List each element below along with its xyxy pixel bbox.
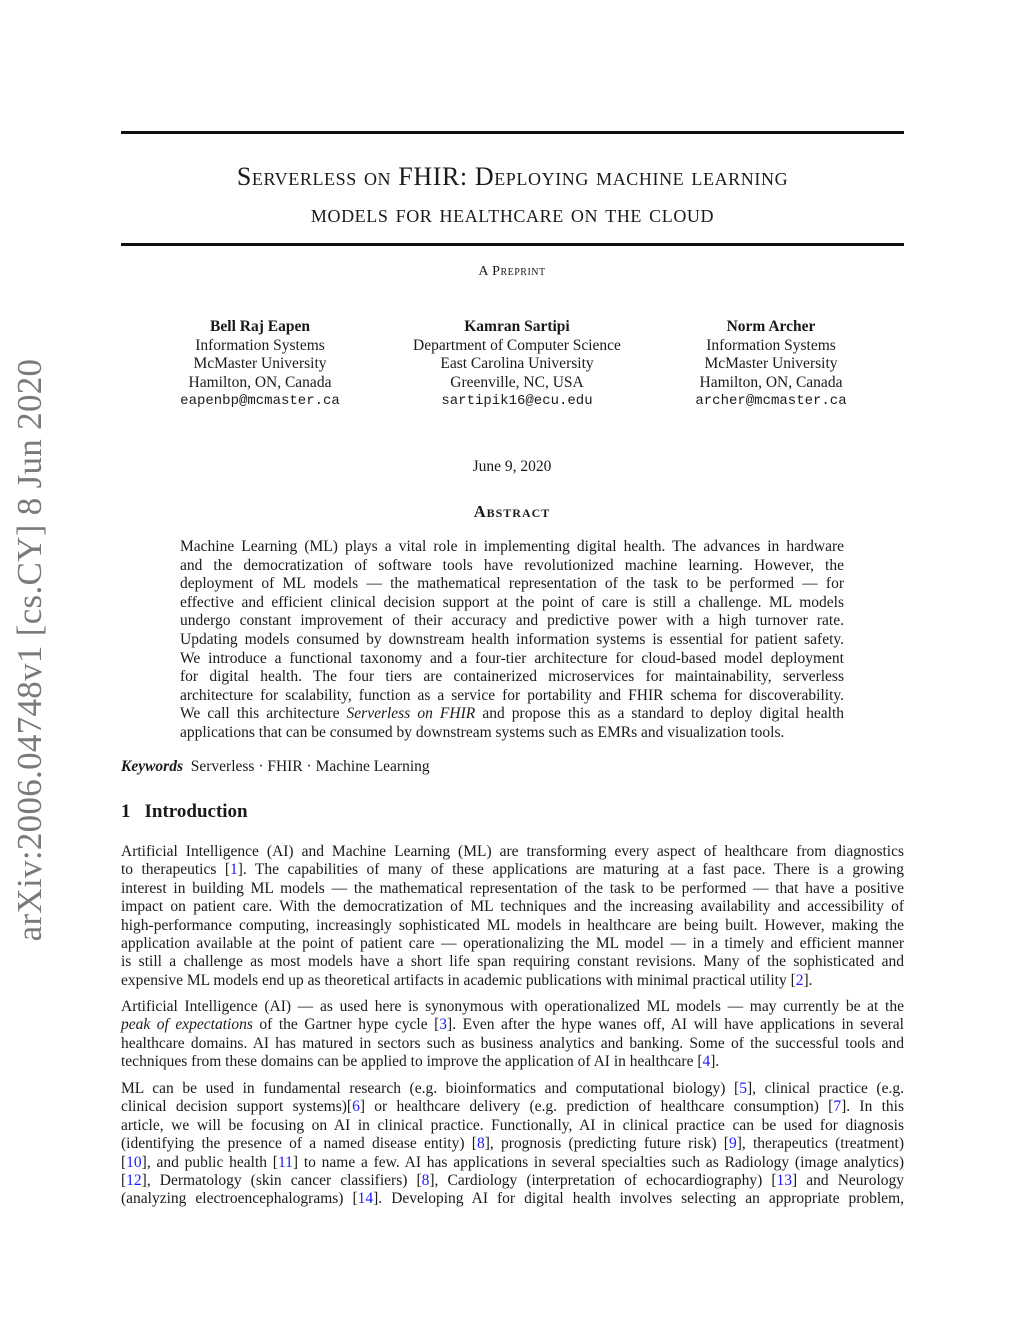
- paragraph: Artificial Intelligence (AI) and Machine Learning (ML) are transforming every aspect of healthcare from diagnostics to therapeutics [1]. The capabilities of many of these applications are maturing at a fast pace. There is a growing interest in building ML models — the mathematical representation of the task to be performed — that have a positive impact on patient care. With the democratization of ML techniques and the increasing availability and accessibility of high-performance computing, increasingly sophisticated ML models in healthcare are being built. However, making the application available at the point of patient care — operationalizing the ML model — in a timely and efficient manner is still a challenge as most models have a short life span requiring constant revisions. Many of the sophisticated and expensive ML models end up as theoretical artifacts in academic publications with minimal practical utility [2].: [121, 843, 904, 989]
- abstract-line: Updating models consumed by downstream health information systems is essential for patient safety.: [180, 630, 844, 648]
- author-name: Norm Archer: [726, 318, 816, 335]
- abstract-body: [180, 538, 844, 743]
- citation-link[interactable]: 3: [439, 1016, 448, 1034]
- paragraph: Artificial Intelligence (AI) — as used here is synonymous with operationalized ML models — may currently be at the peak of expectations of the Gartner hype cycle [3]. Even after the hype wanes off, AI will have applications in several healthcare domains. AI has matured in sectors such as business analytics and banking. Some of the successful tools and techniques from these domains can be applied to improve the application of AI in healthcare [4].: [121, 998, 904, 1071]
- abstract-line: undergo constant improvement of their accuracy and predictive power with a high turnover rate.: [180, 612, 844, 630]
- author-name: Bell Raj Eapen: [210, 318, 310, 335]
- citation-link[interactable]: 14: [357, 1190, 374, 1208]
- citation-link[interactable]: 4: [702, 1053, 711, 1071]
- abstract-line: We call this architecture Serverless on FHIR and propose this as a standard to deploy digital health: [180, 705, 845, 723]
- author-dept: Department of Computer Science: [413, 336, 621, 354]
- abstract-line: Machine Learning (ML) plays a vital role in implementing digital health. The advances in hardware: [180, 538, 844, 555]
- author-dept: Information Systems: [195, 336, 325, 354]
- author-block: [386, 318, 648, 411]
- abstract-line: deployment of ML models — the mathematical representation of the task to be performed — for: [180, 575, 844, 593]
- author-name: Kamran Sartipi: [464, 318, 570, 335]
- author-block: [668, 318, 874, 411]
- abstract-line: for digital health. The four tiers are containerized microservices for maintainability, serverless: [180, 668, 844, 686]
- arxiv-identifier-sidebar: [0, 360, 60, 940]
- citation-link[interactable]: 10: [126, 1153, 142, 1171]
- publication-date: June 9, 2020: [472, 458, 552, 475]
- author-block: [160, 318, 360, 411]
- title-top-rule: [121, 131, 904, 134]
- abstract-heading: Abstract: [473, 502, 551, 521]
- keywords-list: Serverless · FHIR · Machine Learning: [190, 758, 430, 775]
- author-univ: McMaster University: [193, 355, 327, 372]
- keywords: [121, 758, 430, 776]
- paper-title: Serverless on FHIR: Deploying machine learning models for healthcare on the cloud: [236, 162, 789, 228]
- citation-link[interactable]: 8: [421, 1172, 430, 1190]
- citation-link[interactable]: 7: [833, 1098, 842, 1116]
- arxiv-id: arXiv:2006.04748v1 [cs.CY] 8 Jun 2020: [10, 358, 49, 942]
- citation-link[interactable]: 8: [476, 1135, 485, 1153]
- abstract-line: architecture for scalability, function as a service for portability and FHIR schema for discoverability.: [180, 686, 844, 704]
- preprint-label: A Preprint: [478, 264, 546, 279]
- citation-link[interactable]: 2: [795, 971, 804, 989]
- author-email[interactable]: sartipik16@ecu.edu: [441, 393, 593, 409]
- citation-link[interactable]: 11: [277, 1153, 293, 1171]
- citation-link[interactable]: 6: [352, 1098, 360, 1116]
- citation-link[interactable]: 5: [739, 1080, 747, 1097]
- citation-link[interactable]: 1: [229, 861, 238, 879]
- citation-link[interactable]: 13: [776, 1172, 792, 1190]
- paragraph: ML can be used in fundamental research (e.g. bioinformatics and computational biology) [5], clinical practice (e.g. clinical decision support systems)[6] or healthcare delivery (e.g. prediction of healthcare consumption) [7]. In this article, we will be focusing on AI in clinical practice. Functionally, AI in clinical practice can be used for diagnosis (identifying the presence of a named disease entity) [8], prognosis (predicting future risk) [9], therapeutics (treatment) [10], and public health [11] to name a few. AI has applications in several specialties such as Radiology (image analytics) [12], Dermatology (skin cancer classifiers) [8], Cardiology (interpretation of echocardiography) [13] and Neurology (analyzing electroencephalograms) [14]. Developing AI for digital health involves selecting an appropriate problem,: [121, 1080, 905, 1208]
- section-title: Introduction: [144, 801, 248, 822]
- title-bottom-rule: [121, 243, 904, 246]
- citation-link[interactable]: 9: [728, 1135, 737, 1153]
- keywords-label: Keywords: [121, 758, 183, 775]
- author-univ: East Carolina University: [440, 355, 594, 372]
- author-location: Hamilton, ON, Canada: [188, 373, 332, 391]
- abstract-line: and the democratization of software tools have revolutionized machine learning. However, the: [180, 556, 844, 574]
- abstract-line: We introduce a functional taxonomy and a four-tier architecture for cloud-based model deployment: [180, 649, 844, 667]
- author-location: Hamilton, ON, Canada: [699, 373, 843, 391]
- abstract-line: applications that can be consumed by downstream systems such as EMRs and visualization tools.: [180, 723, 785, 741]
- abstract-line: effective and efficient clinical decision support at the point of care is still a challenge. ML models: [180, 593, 844, 611]
- citation-link[interactable]: 12: [126, 1172, 142, 1190]
- emphasis: Serverless on FHIR: [346, 705, 476, 723]
- section-heading: [121, 801, 248, 823]
- author-email[interactable]: archer@mcmaster.ca: [695, 393, 847, 409]
- author-location: Greenville, NC, USA: [450, 373, 584, 391]
- author-univ: McMaster University: [704, 355, 838, 372]
- author-email[interactable]: eapenbp@mcmaster.ca: [180, 393, 340, 409]
- section-number: 1: [121, 801, 131, 822]
- author-dept: Information Systems: [706, 336, 836, 354]
